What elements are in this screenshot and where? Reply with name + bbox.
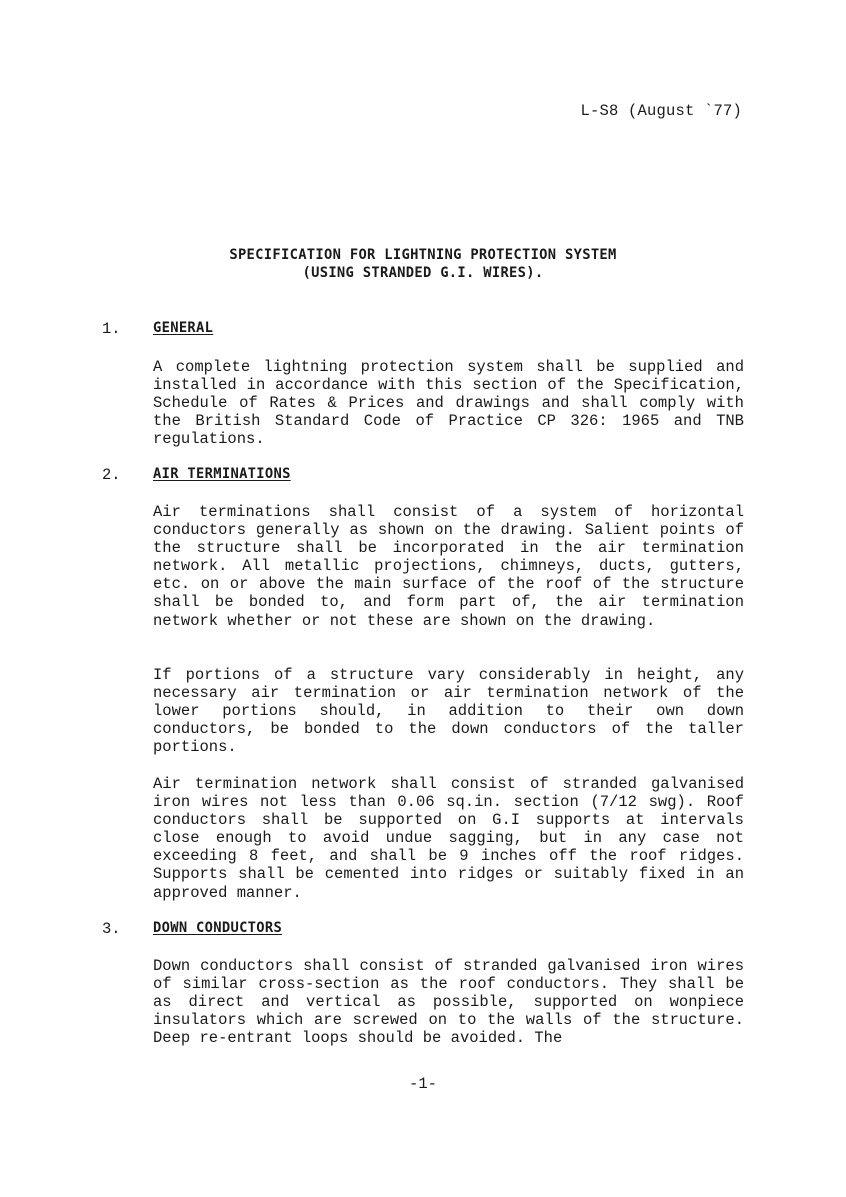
paragraph: Air terminations shall consist of a system of horizontal conductors generally as shown on the drawing. Salient points of the structure shall be incorporated in the air termination network. All metallic projections, chimneys, ducts, gutters, etc. on or above the main surface of the roof of the structure shall be bonded to, and form part of, the air termination network whether or not these are shown on the drawing. [153, 503, 744, 630]
section-heading [0, 320, 846, 338]
page-number: -1- [409, 1075, 437, 1093]
section-down-conductors [0, 920, 846, 938]
title-line-2: (USING STRANDED G.I. WIRES). [302, 265, 544, 281]
document-reference: L-S8 (August `77) [580, 102, 742, 120]
section-air-terminations [0, 466, 846, 484]
section-number: 3. [102, 920, 121, 938]
paragraph: If portions of a structure vary considerably in height, any necessary air termination or air termination network of the lower portions should, in addition to their own down conductors, be bonded to the down conductors of the taller portions. [153, 666, 744, 757]
section-title: GENERAL [153, 320, 214, 336]
paragraph: Air termination network shall consist of stranded galvanised iron wires not less than 0.06 sq.in. section (7/12 swg). Roof conductors shall be supported on G.I supports at intervals close enough to avoid undue sagging, but in any case not exceeding 8 feet, and shall be 9 inches off the roof ridges. Supports shall be cemented into ridges or suitably fixed in an approved manner. [153, 775, 744, 902]
section-title: DOWN CONDUCTORS [153, 920, 283, 936]
paragraph: Down conductors shall consist of stranded galvanised iron wires of similar cross-section as the roof conductors. They shall be as direct and vertical as possible, supported on wonpiece insulators which are screwed on to the walls of the structure. Deep re-entrant loops should be avoided. The [153, 957, 744, 1048]
section-general [0, 320, 846, 338]
paragraph: A complete lightning protection system shall be supplied and installed in accordance with this section of the Specification, Schedule of Rates & Prices and drawings and shall comply with the British Standard Code of Practice CP 326: 1965 and TNB regulations. [153, 358, 744, 449]
section-number: 2. [102, 466, 121, 484]
title-line-1: SPECIFICATION FOR LIGHTNING PROTECTION SYSTEM [229, 247, 617, 263]
section-heading [0, 920, 846, 938]
section-title: AIR TERMINATIONS [153, 466, 291, 482]
section-heading [0, 466, 846, 484]
document-title [0, 246, 846, 282]
section-number: 1. [102, 320, 121, 338]
